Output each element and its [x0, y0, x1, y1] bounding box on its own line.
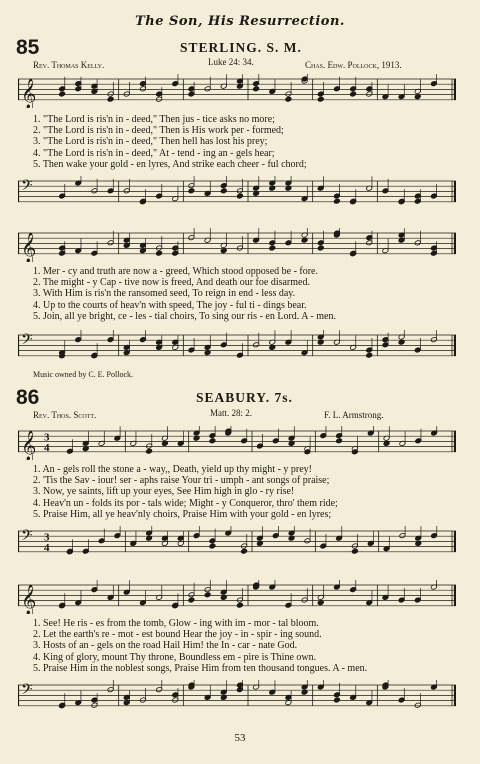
lyric-line: 3. "The Lord is ris'n in - deed," Then hell has lost his prey;	[33, 136, 268, 148]
music-staff	[18, 526, 456, 560]
hymn-number: 86	[16, 386, 40, 409]
svg-text:𝄞: 𝄞	[21, 78, 37, 108]
lyric-line: 4. Heav'n un - folds its por - tals wide; Might - y Conqueror, thro' them ride;	[33, 497, 338, 509]
stanza-lyrics	[33, 266, 458, 322]
staff-notation	[18, 228, 456, 262]
lyric-line: 3. With Him is ris'n the ransomed seed, To reign in end - less day.	[33, 288, 296, 300]
svg-text:𝄞: 𝄞	[21, 232, 37, 262]
staff-notation	[18, 680, 456, 714]
svg-text:4: 4	[44, 442, 50, 454]
lyric-line: 2. "The Lord is ris'n in - deed," Then is His work per - formed;	[33, 125, 284, 137]
author-credit: Rev. Thomas Kelly.	[33, 60, 105, 70]
music-staff	[18, 680, 456, 714]
lyric-line: 1. See! He ris - es from the tomb, Glow - ing with im - mor - tal bloom.	[33, 618, 319, 629]
svg-text:𝄢: 𝄢	[21, 331, 33, 352]
lyric-line: 2. 'Tis the Sav - iour! ser - aphs raise Your tri - umph - ant songs of praise;	[33, 475, 330, 487]
composer-credit: Chas. Edw. Pollock, 1913.	[305, 60, 402, 70]
lyric-line: 5. Praise Him in the noblest songs, Praise Him from ten thousand tongues. A - men.	[33, 662, 368, 674]
music-staff	[18, 176, 456, 210]
lyric-line: 4. "The Lord is ris'n in - deed," At - tend - ing an - gels hear;	[33, 147, 275, 159]
page-number: 53	[234, 732, 246, 744]
staff-notation	[18, 526, 456, 560]
lyric-line: 3. Now, ye saints, lift up your eyes, See Him high in glo - ry rise!	[33, 486, 295, 498]
lyric-line: 5. Then wake your gold - en lyres, And strike each cheer - ful chord;	[33, 158, 307, 170]
staff-notation	[18, 176, 456, 210]
music-ownership-note: Music owned by C. E. Pollock.	[33, 370, 133, 379]
staff-notation	[18, 74, 456, 108]
svg-text:3: 3	[44, 431, 50, 444]
scripture-reference: Luke 24: 34.	[208, 57, 254, 67]
tune-name: STERLING. S. M.	[180, 40, 302, 55]
stanza-lyrics	[33, 464, 458, 520]
svg-text:3: 3	[44, 531, 50, 544]
hymn-number: 85	[16, 36, 40, 59]
staff-notation	[18, 426, 456, 460]
lyric-line: 1. Mer - cy and truth are now a - greed, Which stood opposed be - fore.	[33, 266, 318, 277]
scripture-reference: Matt. 28: 2.	[210, 408, 252, 418]
composer-credit: F. L. Armstrong.	[324, 410, 384, 420]
lyric-line: 4. King of glory, mount Thy throne, Boundless em - pire is Thine own.	[33, 651, 317, 663]
lyric-line: 1. "The Lord is ris'n in - deed," Then jus - tice asks no more;	[33, 114, 275, 125]
svg-text:𝄢: 𝄢	[21, 681, 33, 702]
svg-text:𝄞: 𝄞	[21, 584, 37, 614]
music-staff	[18, 580, 456, 614]
stanza-lyrics	[33, 114, 458, 170]
svg-text:𝄞: 𝄞	[21, 430, 37, 460]
lyric-line: 5. Join, all ye bright, ce - les - tial choirs, To sing our ris - en Lord. A - men.	[33, 310, 336, 322]
lyric-line: 4. Up to the courts of heav'n with speed, The joy - ful ti - dings bear.	[33, 299, 307, 311]
author-credit: Rev. Thos. Scott.	[33, 410, 97, 420]
svg-text:𝄢: 𝄢	[21, 177, 33, 198]
lyric-line: 2. The might - y Cap - tive now is freed, And death our foe disarmed.	[33, 277, 310, 289]
svg-text:𝄢: 𝄢	[21, 527, 33, 548]
music-staff	[18, 228, 456, 262]
music-staff	[18, 426, 456, 460]
running-head: The Son, His Resurrection.	[135, 14, 345, 29]
tune-name: SEABURY. 7s.	[196, 390, 293, 405]
staff-notation	[18, 330, 456, 364]
svg-text:4: 4	[44, 542, 50, 554]
music-staff	[18, 330, 456, 364]
lyric-line: 3. Hosts of an - gels on the road Hail Him! the In - car - nate God.	[33, 640, 298, 652]
lyric-line: 2. Let the earth's re - mot - est bound Hear the joy - in - spir - ing sound.	[33, 629, 322, 641]
lyric-line: 1. An - gels roll the stone a - way,, Death, yield up thy might - y prey!	[33, 464, 313, 475]
stanza-lyrics	[33, 618, 458, 674]
staff-notation	[18, 580, 456, 614]
music-staff	[18, 74, 456, 108]
lyric-line: 5. Praise Him, all ye heav'nly choirs, Praise Him with your gold - en lyres;	[33, 508, 332, 520]
